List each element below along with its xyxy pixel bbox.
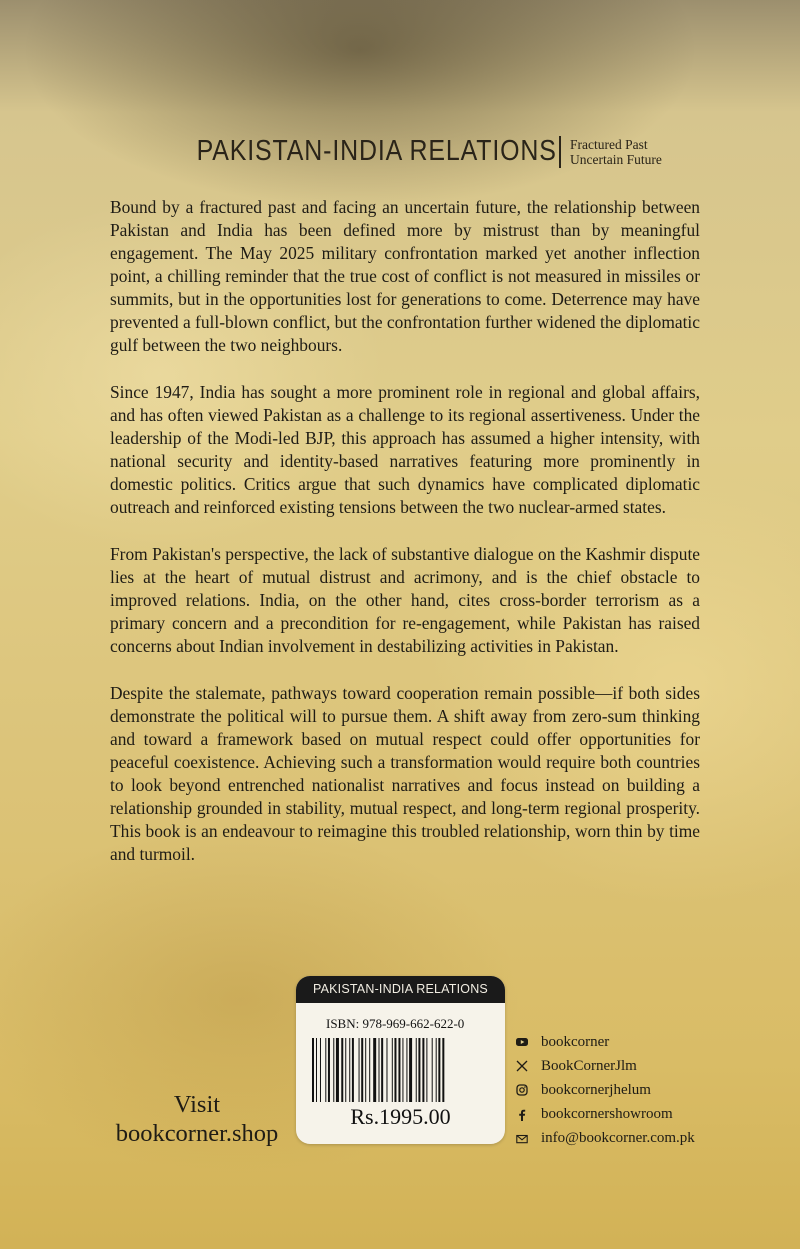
blurb-paragraph-3: From Pakistan's perspective, the lack of substantive dialogue on the Kashmir dispute lies at the heart of mutual distrust and acrimony, and is the chief obstacle to improved relations. India, on the other hand, cites cross-border terrorism as a primary concern and a precondition for re-engagement, while Pakistan has raised concerns about Indian involvement in destabilizing activities in Pakistan. <box>110 544 700 656</box>
social-item-email[interactable] <box>516 1127 695 1151</box>
barcode-bar <box>365 1038 366 1102</box>
youtube-icon <box>516 1036 528 1048</box>
facebook-icon <box>516 1109 528 1121</box>
barcode-bar <box>359 1038 360 1102</box>
barcode-bar <box>418 1038 420 1102</box>
barcode-bar <box>438 1038 440 1102</box>
barcode-bar <box>373 1038 376 1102</box>
barcode-bar <box>361 1038 363 1102</box>
book-subtitle <box>570 137 662 167</box>
social-item-facebook[interactable] <box>516 1103 695 1127</box>
barcode-bar <box>398 1038 400 1102</box>
email-icon <box>516 1133 528 1145</box>
price-text: Rs.1995.00 <box>350 1104 451 1129</box>
blurb-paragraph-4: Despite the stalemate, pathways toward cooperation remain possible—if both sides demonstrate the political will to pursue them. A shift away from zero-sum thinking and toward a framework based on mutual respect could offer opportunities for peaceful coexistence. Achieving such a transformation would require both countries to look beyond entrenched nationalist narratives and focus instead on building a relationship grounded in stability, mutual respect, and long-term regional prosperity. This book is an endeavour to reimagine this troubled relationship, worn thin by time and turmoil. <box>110 683 700 864</box>
book-title-header <box>0 135 800 168</box>
title-divider <box>559 136 561 168</box>
blurb-paragraph-1: Bound by a fractured past and facing an uncertain future, the relationship between Pakistan and India has been defined more by mistrust than by meaningful engagement. The May 2025 military confrontation marked yet another inflection point, a chilling reminder that the true cost of conflict is not measured in missiles or summits, but in the opportunities lost for generations to come. Deterrence may have prevented a full-blown conflict, but the confrontation further widened the diplomatic gulf between the two neighbours. <box>110 197 700 355</box>
barcode-bar <box>392 1038 393 1102</box>
barcode-bar <box>409 1038 412 1102</box>
visit-label: Visit <box>173 1091 221 1118</box>
barcode-bar <box>316 1038 317 1102</box>
barcode-bar <box>369 1038 370 1102</box>
barcode-bar <box>386 1038 387 1102</box>
barcode-bar <box>336 1038 339 1102</box>
visit-website <box>108 1090 286 1148</box>
barcode-bar <box>352 1038 354 1102</box>
barcode-bar <box>436 1038 437 1102</box>
social-item-x[interactable] <box>516 1054 695 1078</box>
x-icon <box>516 1060 528 1072</box>
social-handle: bookcornershowroom <box>541 1106 673 1123</box>
barcode-bar <box>422 1038 424 1102</box>
barcode-bar <box>381 1038 383 1102</box>
social-handle: bookcorner <box>541 1033 610 1050</box>
barcode-bar <box>379 1038 380 1102</box>
barcode-label <box>296 976 505 1144</box>
barcode-bar <box>341 1038 343 1102</box>
blurb-paragraph-2: Since 1947, India has sought a more prominent role in regional and global affairs, and has often viewed Pakistan as a challenge to its regional assertiveness. Under the leadership of the Modi-led BJP, this approach has assumed a higher intensity, with national security and identity-based narratives featuring more prominently in domestic politics. Critics argue that such dynamics have complicated diplomatic outreach and reinforced existing tensions between the two nuclear-armed states. <box>110 382 700 517</box>
barcode-bar <box>426 1038 427 1102</box>
barcode-bar <box>406 1038 407 1102</box>
barcode-bar <box>325 1038 326 1102</box>
barcode-bar <box>416 1038 417 1102</box>
barcode-bar <box>328 1038 330 1102</box>
social-links <box>516 1030 695 1151</box>
barcode-bar <box>394 1038 396 1102</box>
barcode-bar <box>312 1038 314 1102</box>
barcode <box>312 1038 490 1102</box>
website-link[interactable]: bookcorner.shop <box>115 1120 279 1147</box>
book-title: PAKISTAN-INDIA RELATIONS <box>196 135 557 167</box>
barcode-bar <box>432 1038 433 1102</box>
barcode-bar <box>345 1038 346 1102</box>
instagram-icon <box>516 1084 528 1096</box>
social-item-instagram[interactable] <box>516 1078 695 1102</box>
social-handle: bookcornerjhelum <box>541 1081 651 1098</box>
barcode-bar <box>349 1038 350 1102</box>
barcode-bar <box>320 1038 321 1102</box>
barcode-bar <box>442 1038 444 1102</box>
barcode-bar <box>402 1038 403 1102</box>
isbn-text: ISBN: 978-969-662-622-0 <box>326 1016 465 1031</box>
label-title: PAKISTAN-INDIA RELATIONS <box>296 976 505 1003</box>
barcode-bar <box>333 1038 334 1102</box>
social-handle: BookCornerJlm <box>541 1057 637 1074</box>
social-item-youtube[interactable] <box>516 1030 695 1054</box>
blurb <box>110 196 700 890</box>
subtitle-line-2: Uncertain Future <box>569 151 662 167</box>
social-handle: info@bookcorner.com.pk <box>541 1130 695 1147</box>
subtitle-line-1: Fractured Past <box>569 136 648 152</box>
